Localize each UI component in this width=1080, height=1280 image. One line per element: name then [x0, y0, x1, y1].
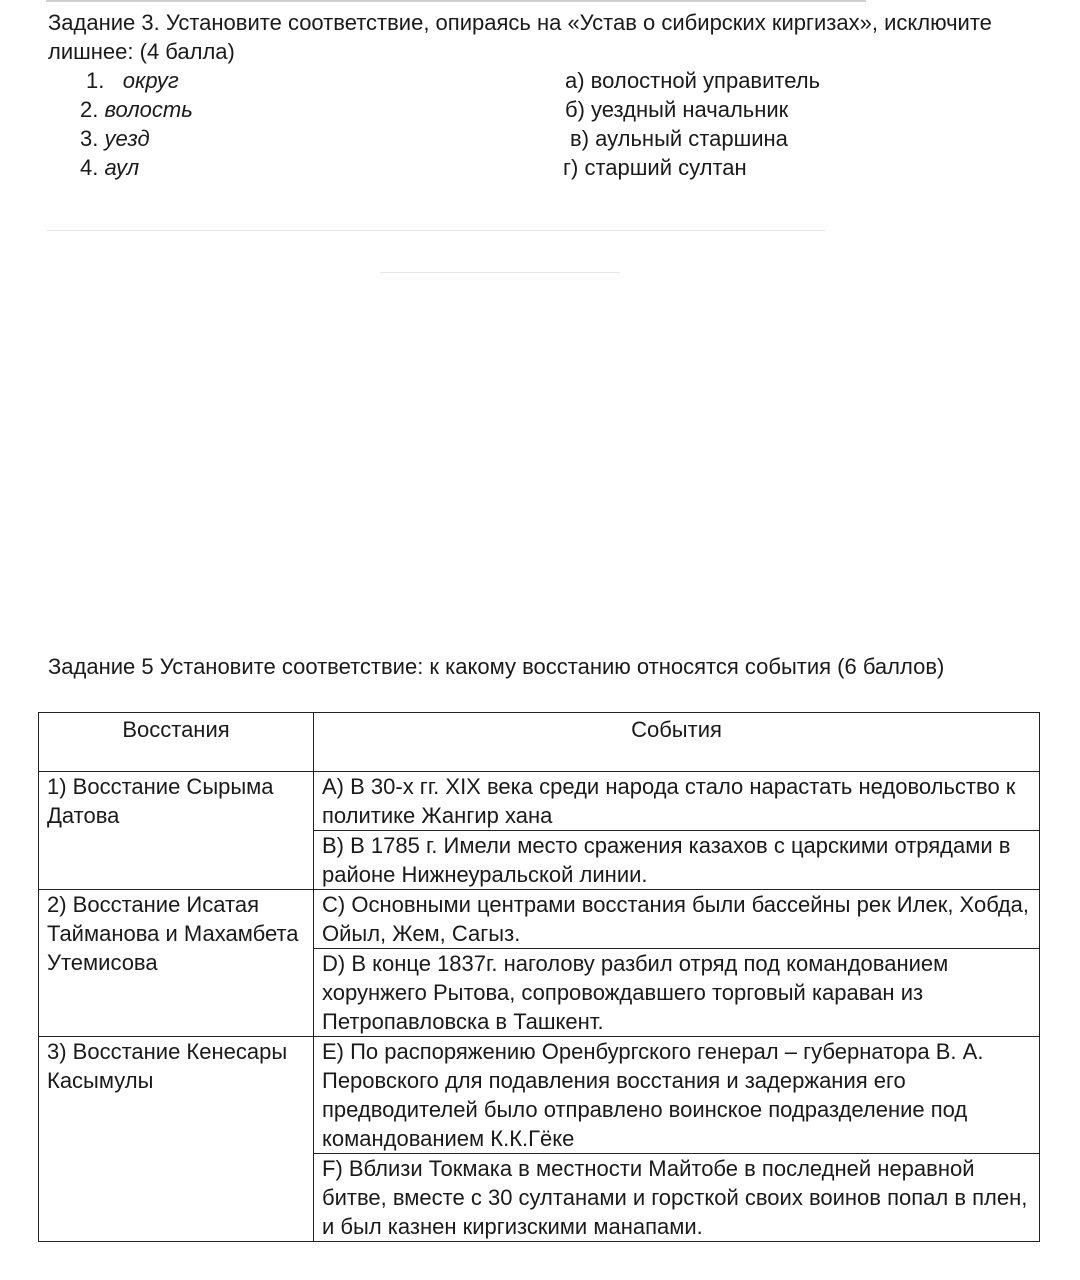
header-uprisings: Восстания — [39, 713, 314, 772]
event-cell: E) По распоряжению Оренбургского генерал – губернатора В. А. Перовского для подавления восстания и задержания его предводителей было отправлено воинское подразделение под командованием К.К.Гёке — [314, 1037, 1040, 1154]
table-row — [39, 890, 1040, 949]
task3-left-term: аул — [104, 155, 140, 180]
task3-left-term: округ — [122, 68, 179, 93]
task3-title: Задание 3. Установите соответствие, опираясь на «Устав о сибирских киргизах», исключите лишнее: (4 балла) — [48, 10, 992, 64]
top-rule — [46, 0, 866, 5]
table-row — [39, 1037, 1040, 1154]
scan-artifact — [380, 272, 620, 273]
task3-right-item: г) старший султан — [563, 155, 747, 180]
task3-left-item — [80, 153, 139, 182]
event-cell: C) Основными центрами восстания были бассейны рек Илек, Хобда, Ойыл, Жем, Сагыз. — [314, 890, 1040, 949]
task3-left-num: 1. — [86, 68, 105, 93]
event-cell: F) Вблизи Токмака в местности Майтобе в последней неравной битве, вместе с 30 султанами и горсткой своих воинов попал в плен, и был казнен киргизскими манапами. — [314, 1154, 1040, 1242]
task3-left-num: 2. — [80, 97, 99, 122]
header-events: События — [314, 713, 1040, 772]
event-cell: D) В конце 1837г. наголову разбил отряд под командованием хорунжего Рытова, сопровождавшего торговый караван из Петропавловска в Ташкент. — [314, 949, 1040, 1037]
task3-right-item: а) волостной управитель — [565, 68, 821, 93]
uprising-cell: 2) Восстание Исатая Тайманова и Махамбета Утемисова — [39, 890, 314, 1037]
uprisings-table — [38, 712, 1040, 1242]
table-header-row — [39, 713, 1040, 772]
scan-artifact — [46, 230, 826, 231]
uprising-cell: 3) Восстание Кенесары Касымулы — [39, 1037, 314, 1242]
task3-left-term: волость — [104, 97, 193, 122]
uprising-cell: 1) Восстание Сырыма Датова — [39, 772, 314, 890]
task3-left-num: 4. — [80, 155, 99, 180]
task3-left-item — [80, 95, 193, 124]
task3-left-term: уезд — [104, 126, 150, 151]
task3-left-item — [86, 66, 179, 95]
task5-title: Задание 5 Установите соответствие: к какому восстанию относятся события (6 баллов) — [48, 654, 945, 679]
table-row — [39, 772, 1040, 831]
event-cell: A) В 30-х гг. XIX века среди народа стало нарастать недовольство к политике Жангир хана — [314, 772, 1040, 831]
task3-right-item: б) уездный начальник — [565, 97, 789, 122]
task3-left-item — [80, 124, 150, 153]
event-cell: B) В 1785 г. Имели место сражения казахов с царскими отрядами в районе Нижнеуральской линии. — [314, 831, 1040, 890]
task3-left-num: 3. — [80, 126, 99, 151]
task3-right-item: в) аульный старшина — [570, 126, 788, 151]
